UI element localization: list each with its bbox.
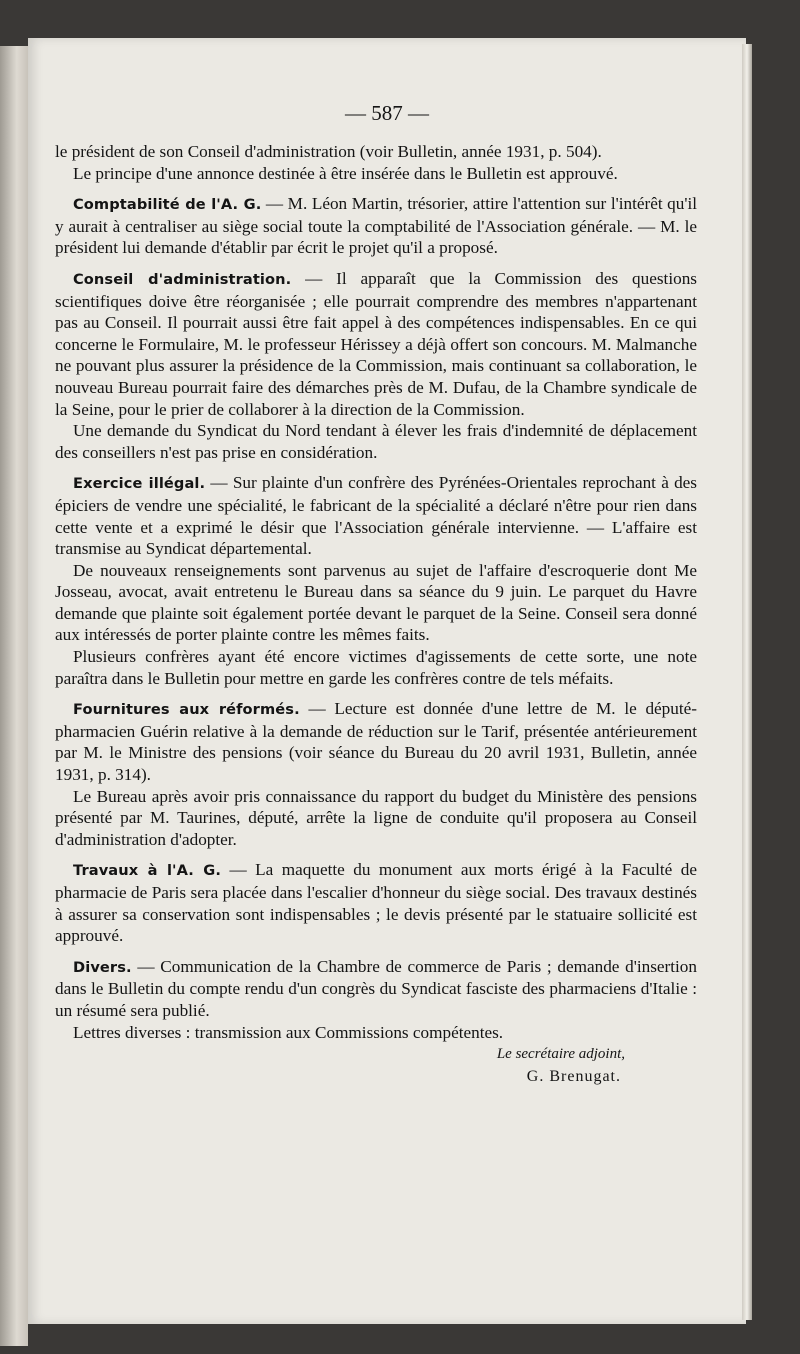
paragraph-text: — Il apparaît que la Commission des questions scientifiques doive être réorganisée ; elle pourrait comprendre des membres n'appartenant pas au Conseil. Il pourrait aussi être fait appel à des compétences indispensables. En ce qui concerne le Formulaire, M. le professeur Hérissey a déjà offert son concours. M. Malmanche ne pouvant plus assurer la présidence de la Commission, mais continuant sa collaboration, le nouveau Bureau pourrait faire des démarches près de M. Dufau, de la Chambre syndicale de la Seine, pour le prier de collaborer à la direction de la Commission.: [55, 268, 697, 419]
paragraph: [55, 1022, 697, 1044]
paragraph-text: Une demande du Syndicat du Nord tendant à élever les frais d'indemnité de déplacement des conseillers n'est pas prise en considération.: [55, 421, 697, 462]
paragraph: [55, 786, 697, 851]
paragraph-text: — Sur plainte d'un confrère des Pyrénées-Orientales reprochant à des épiciers de vendre une spécialité, le fabricant de la spécialité a déclaré n'être pour rien dans cette vente et a exprimé le désir que l'Association générale intervienne. — L'affaire est transmise au Syndicat départemental.: [55, 473, 697, 559]
paragraph-text: le président de son Conseil d'administration (voir Bulletin, année 1931, p. 504).: [55, 142, 602, 161]
paragraph-text: Le principe d'une annonce destinée à être insérée dans le Bulletin est approuvé.: [73, 163, 618, 183]
paragraph: [55, 268, 697, 420]
paragraph-text: — Lecture est donnée d'une lettre de M. le député-pharmacien Guérin relative à la demande de réduction sur le Tarif, présentée antérieurement par M. le Ministre des pensions (voir séance du Bureau du 20 avril 1931, Bulletin, année 1931, p. 314).: [55, 699, 697, 785]
paragraph-text: De nouveaux renseignements sont parvenus au sujet de l'affaire d'escroquerie dont Me Josseau, avocat, avait entretenu le Bureau dans sa séance du 9 juin. Le parquet du Havre demande que plainte soit également portée devant le parquet de la Seine. Conseil sera donné aux intéressés de porter plainte contre les mêmes faits.: [55, 560, 697, 645]
section-heading: Divers.: [73, 958, 132, 976]
paragraph-text: — La maquette du monument aux morts érigé à la Faculté de pharmacie de Paris sera placée dans l'escalier d'honneur du siège social. Des travaux destinés à assurer sa conservation sont indispensables ; le devis présenté par le statuaire sollicité est approuvé.: [55, 860, 697, 946]
paragraph-text: Plusieurs confrères ayant été encore victimes d'agissements de cette sorte, une note paraîtra dans le Bulletin pour mettre en garde les confrères contre de tels méfaits.: [55, 647, 697, 688]
facing-page-edge: [0, 46, 28, 1346]
section-heading: Conseil d'administration.: [73, 270, 292, 288]
paragraph: [55, 420, 697, 463]
section-heading: Exercice illégal.: [73, 475, 206, 493]
section-heading: Comptabilité de l'A. G.: [73, 196, 262, 214]
paragraph: [55, 141, 697, 163]
paragraph: [55, 163, 697, 185]
document-page: [28, 38, 746, 1324]
page-edge: [742, 44, 752, 1320]
paragraph-text: — M. Léon Martin, trésorier, attire l'attention sur l'intérêt qu'il y aurait à centraliser au siège social toute la comptabilité de l'Association générale. — M. le président lui demande d'établir par écrit le projet qu'il a proposé.: [55, 194, 698, 258]
paragraph: [55, 560, 697, 646]
paragraph: [55, 956, 697, 1022]
paragraph-text: Lettres diverses : transmission aux Commissions compétentes.: [73, 1022, 504, 1042]
paragraph-text: Le Bureau après avoir pris connaissance du rapport du budget du Ministère des pensions présenté par M. Taurines, député, arrête la ligne de conduite qu'il proposera au Conseil d'administration d'adopter.: [55, 786, 697, 849]
page-number: — 587 —: [345, 101, 429, 125]
signature-title: Le secrétaire adjoint,: [496, 1046, 625, 1063]
paragraph-text: — Communication de la Chambre de commerce de Paris ; demande d'insertion dans le Bulletin du compte rendu d'un congrès du Syndicat fasciste des pharmaciens d'Italie : un résumé sera publié.: [55, 956, 697, 1020]
paragraph: [55, 193, 697, 259]
paragraph: [55, 646, 697, 689]
paragraph: [55, 698, 697, 785]
paragraph: [55, 859, 697, 946]
section-heading: Travaux à l'A. G.: [73, 862, 222, 880]
paragraph: [55, 472, 697, 559]
signature-name: G. Brenugat.: [526, 1067, 621, 1085]
section-heading: Fournitures aux réformés.: [73, 701, 300, 719]
document-body: [55, 141, 697, 1087]
